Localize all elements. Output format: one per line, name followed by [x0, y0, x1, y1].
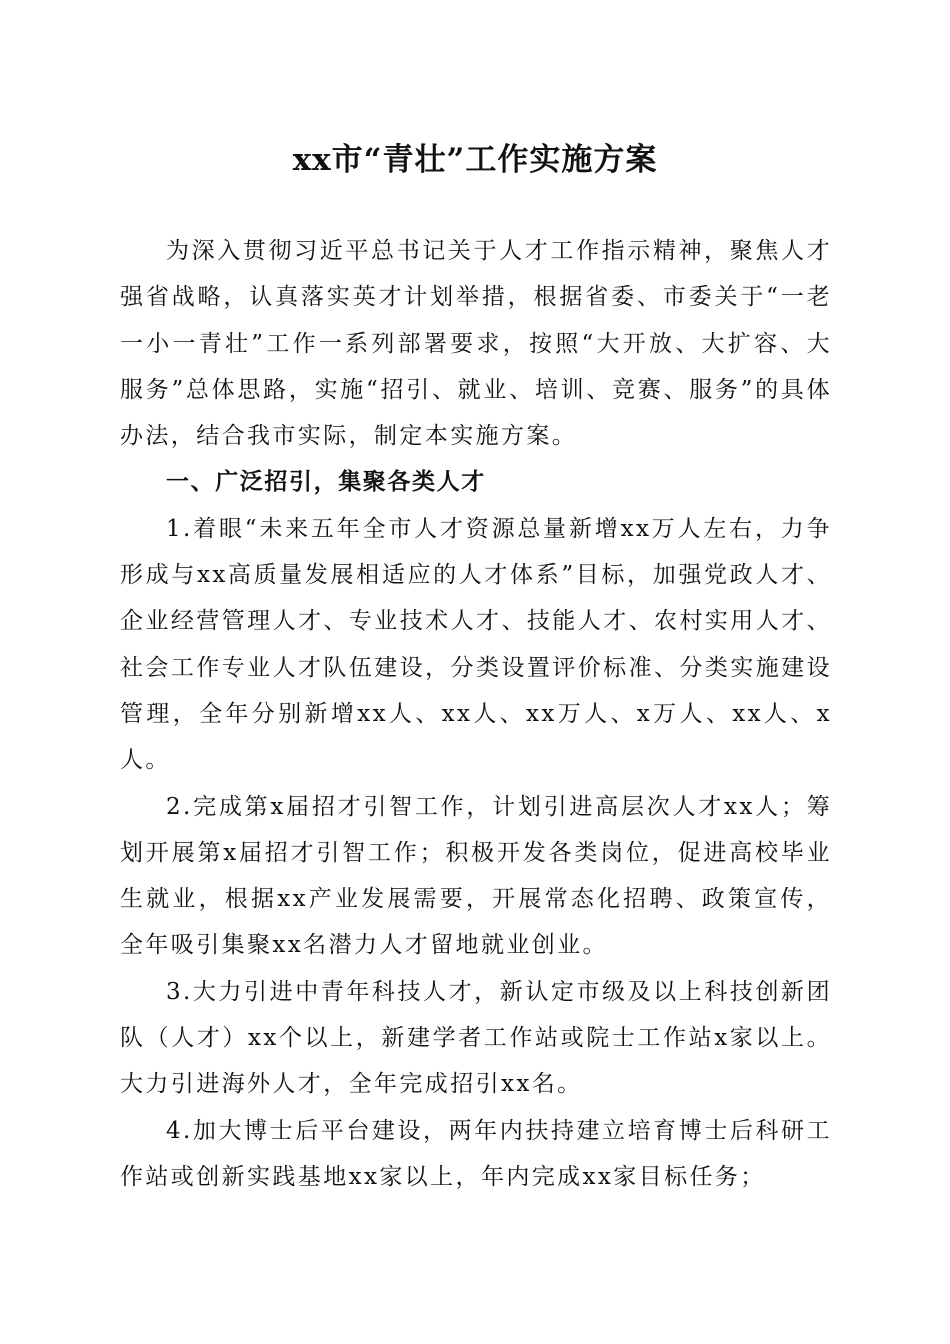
document-title: xx市“青壮”工作实施方案	[292, 142, 658, 178]
list-item: 4.加大博士后平台建设，两年内扶持建立培育博士后科研工作站或创新实践基地xx家以上，年内完成xx家目标任务；	[120, 1117, 832, 1190]
list-item: 2.完成第x届招才引智工作，计划引进高层次人才xx人；筹划开展第x届招才引智工作；积极开发各类岗位，促进高校毕业生就业，根据xx产业发展需要，开展常态化招聘、政策宣传，全年吸引集聚xx名潜力人才留地就业创业。	[120, 793, 832, 959]
document-body	[120, 228, 832, 1200]
list-item: 1.着眼“未来五年全市人才资源总量新增xx万人左右，力争形成与xx高质量发展相适应的人才体系”目标，加强党政人才、企业经营管理人才、专业技术人才、技能人才、农村实用人才、社会工作专业人才队伍建设，分类设置评价标准、分类实施建设管理，全年分别新增xx人、xx人、xx万人、x万人、xx人、x人。	[120, 515, 832, 774]
section-heading: 一、广泛招引，集聚各类人才	[166, 469, 486, 496]
list-item: 3.大力引进中青年科技人才，新认定市级及以上科技创新团队（人才）xx个以上，新建学者工作站或院士工作站x家以上。大力引进海外人才，全年完成招引xx名。	[120, 978, 832, 1098]
intro-paragraph: 为深入贯彻习近平总书记关于人才工作指示精神，聚焦人才强省战略，认真落实英才计划举措，根据省委、市委关于“一老一小一青壮”工作一系列部署要求，按照“大开放、大扩容、大服务”总体思路，实施“招引、就业、培训、竞赛、服务”的具体办法，结合我市实际，制定本实施方案。	[120, 238, 832, 450]
